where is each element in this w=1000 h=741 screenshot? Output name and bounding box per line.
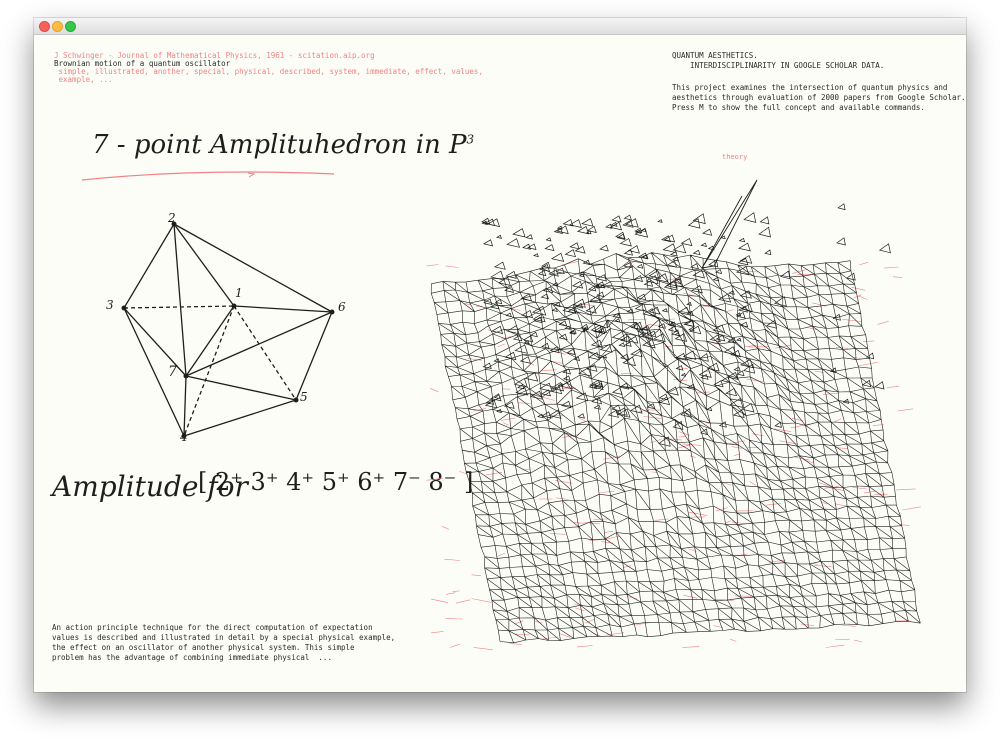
vertex-label-4: 4 xyxy=(180,430,188,444)
vertex-label-1: 1 xyxy=(235,286,243,300)
app-window xyxy=(34,18,966,692)
paper-title: Brownian motion of a quantum oscillator xyxy=(54,59,231,68)
keywords-line-1: simple, illustrated, another, special, physical, described, system, immediate, effect, values, xyxy=(54,67,483,76)
vertex-label-3: 3 xyxy=(106,298,114,312)
abstract-line-4: problem has the advantage of combining immediate physical ... xyxy=(52,653,332,662)
amplitude-text: Amplitude for xyxy=(52,470,248,503)
amplitude-expression: [ 2⁺ 3⁺ 4⁺ 5⁺ 6⁺ 7⁻ 8⁻ ] xyxy=(198,468,474,496)
mesh-spike xyxy=(702,180,757,268)
amplituhedron-diagram xyxy=(94,208,354,438)
project-heading: QUANTUM AESTHETICS. xyxy=(672,51,758,60)
sketch-title-superscript: 3 xyxy=(466,132,475,147)
vertex-label-6: 6 xyxy=(338,300,346,314)
project-description-2: aesthetics through evaluation of 2000 papers from Google Scholar. xyxy=(672,93,966,102)
mesh-grid xyxy=(431,253,920,643)
vertex-label-7: 7 xyxy=(168,364,177,380)
title-bar xyxy=(34,18,966,35)
abstract-line-3: the effect on an oscillator of another physical system. This simple xyxy=(52,643,355,652)
title-underline xyxy=(78,166,358,196)
project-subheading: INTERDISCIPLINARITY IN GOOGLE SCHOLAR DATA. xyxy=(672,61,885,70)
theory-label: theory xyxy=(722,153,748,161)
close-button[interactable] xyxy=(39,21,50,32)
maximize-button[interactable] xyxy=(65,21,76,32)
keywords-line-2: example, ... xyxy=(54,75,113,84)
sketch-title-text: 7 - point Amplituhedron in P xyxy=(92,130,467,160)
project-description-1: This project examines the intersection of quantum physics and xyxy=(672,83,948,92)
abstract-line-2: values is described and illustrated in detail by a special physical example, xyxy=(52,633,396,642)
paper-mesh-visualization[interactable] xyxy=(402,148,962,688)
minimize-button[interactable] xyxy=(52,21,63,32)
project-description-3: Press M to show the full concept and available commands. xyxy=(672,103,925,112)
abstract-line-1: An action principle technique for the direct computation of expectation xyxy=(52,623,373,632)
vertex-label-2: 2 xyxy=(168,211,176,225)
vertex-label-5: 5 xyxy=(300,390,308,404)
citation-source: J Schwinger - Journal of Mathematical Physics, 1961 - scitation.aip.org xyxy=(54,51,375,60)
